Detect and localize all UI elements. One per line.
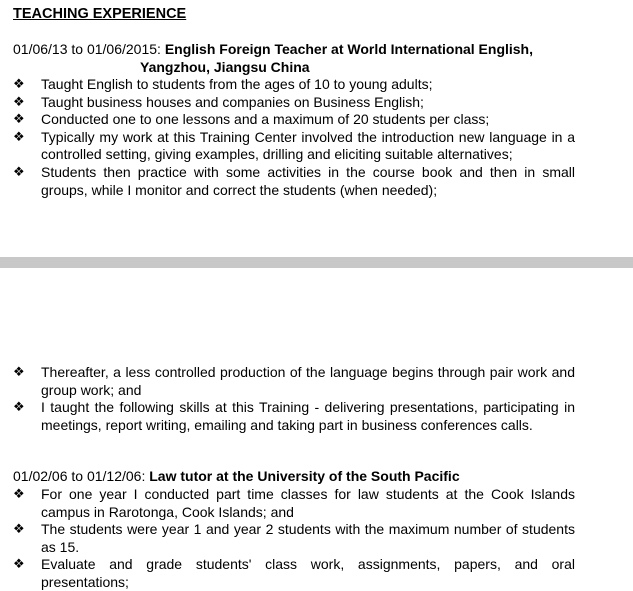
job1-header (13, 41, 578, 76)
page-top (0, 0, 633, 257)
bullet-icon: ❖ (13, 112, 25, 128)
list-item: ❖ Taught English to students from the ages of 10 to young adults; (13, 76, 433, 92)
job2-bullets (13, 486, 575, 591)
bullet-icon: ❖ (13, 94, 25, 110)
list-item: ❖ Evaluate and grade students' class work, assignments, papers, and oral presentations; (13, 556, 575, 590)
bullet-icon: ❖ (13, 400, 25, 416)
list-item: ❖ The students were year 1 and year 2 students with the maximum number of students as 15. (13, 521, 575, 555)
bullet-icon: ❖ (13, 487, 25, 502)
list-item: ❖ Taught business houses and companies on Business English; (13, 93, 424, 110)
job1-bullets-bottom (13, 364, 575, 434)
list-item: ❖ Students then practice with some activities in the course book and then in small groups, while I monitor and correct the students (when needed); (13, 163, 575, 198)
bullet-icon: ❖ (13, 164, 25, 180)
list-item: ❖ For one year I conducted part time classes for law students at the Cook Islands campus in Rarotonga, Cook Islands; and (13, 486, 575, 520)
list-item: ❖ I taught the following skills at this Training - delivering presentations, participating in meetings, report writing, emailing and taking part in business conferences calls. (13, 399, 575, 433)
bullet-icon: ❖ (13, 365, 25, 380)
list-item: ❖ Typically my work at this Training Center involved the introduction new language in a controlled setting, giving examples, drilling and eliciting suitable alternatives; (13, 128, 575, 163)
page-bottom (0, 268, 633, 591)
list-item: ❖ Thereafter, a less controlled production of the language begins through pair work and group work; and (13, 364, 575, 398)
job1-title: English Foreign Teacher at World International English, (164, 41, 534, 57)
job2-header (13, 468, 578, 486)
job2-title: Law tutor at the University of the South Pacific (149, 468, 460, 484)
job1-dates: 01/06/13 to 01/06/2015: (13, 41, 165, 57)
bullet-icon: ❖ (13, 557, 25, 573)
job1-title-cont: Yangzhou, Jiangsu China (140, 58, 310, 75)
bullet-icon: ❖ (13, 522, 25, 538)
bullet-icon: ❖ (13, 129, 25, 145)
job1-bullets-top (13, 76, 575, 199)
page-break-separator (0, 257, 633, 268)
bullet-icon: ❖ (13, 77, 25, 92)
job2-dates: 01/02/06 to 01/12/06: (13, 468, 150, 484)
section-heading: TEACHING EXPERIENCE (13, 6, 187, 22)
list-item: ❖ Conducted one to one lessons and a maximum of 20 students per class; (13, 111, 490, 128)
